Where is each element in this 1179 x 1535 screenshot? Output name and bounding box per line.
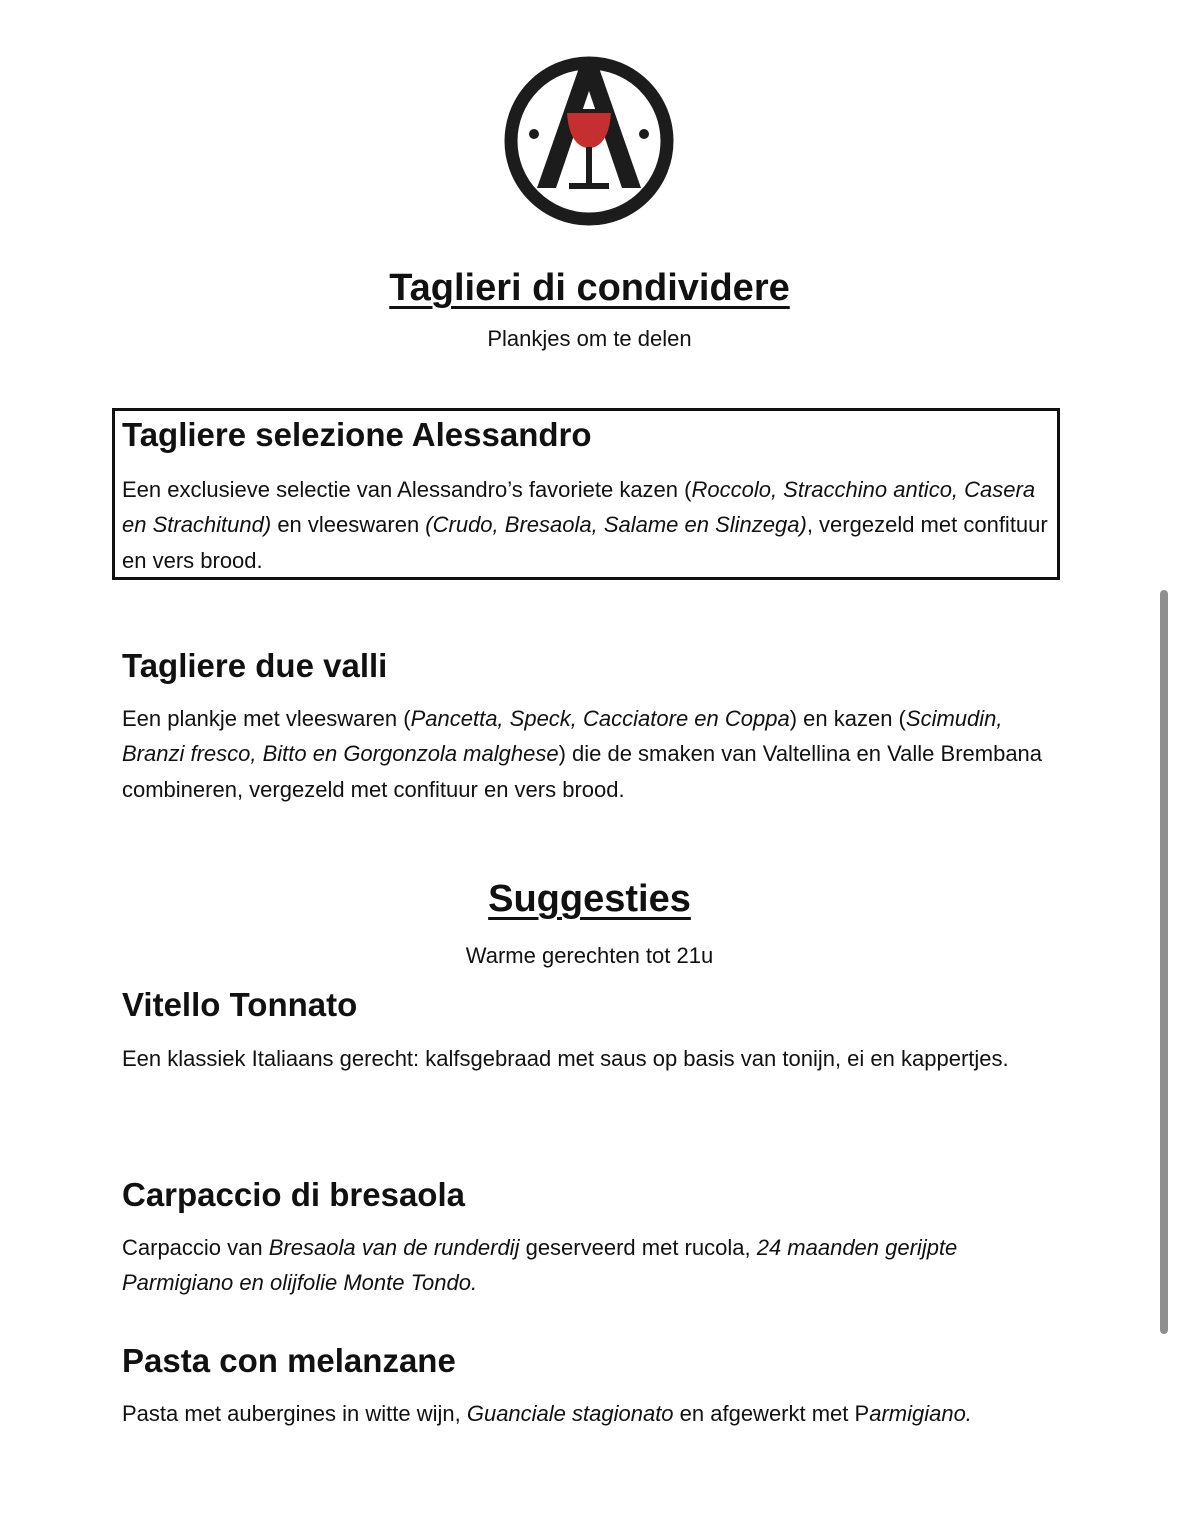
menu-item-name: Pasta con melanzane	[122, 1342, 456, 1379]
italic-text-run: Roccolo, Stracchino antico, Casera en Strachitund)	[122, 476, 1036, 538]
text-run: geserveerd met rucola,	[519, 1234, 757, 1260]
menu-item-description	[122, 1230, 1052, 1301]
italic-text-run: Pancetta, Speck, Cacciatore en Coppa	[410, 705, 790, 731]
menu-item-name: Tagliere selezione Alessandro	[122, 416, 592, 453]
text-run: , vergezeld met confituur en vers brood.	[122, 512, 1048, 573]
text-run: en afgewerkt met P	[673, 1400, 870, 1426]
italic-text-run: (Crudo, Bresaola, Salame en Slinzega)	[425, 512, 807, 538]
menu-item-description	[122, 472, 1052, 579]
vertical-scrollbar[interactable]	[1160, 590, 1168, 1334]
text-run: en vleeswaren	[271, 512, 426, 538]
italic-text-run: Guanciale stagionato	[466, 1400, 674, 1426]
text-run: ) die de smaken van Valtellina en Valle Brembana combineren, vergezeld met confituur en vers brood.	[122, 741, 1043, 802]
menu-item-description	[122, 701, 1052, 808]
text-run: ) en kazen (	[789, 705, 906, 731]
menu-item-description	[122, 1396, 1052, 1432]
section-subtitle-sharing: Plankjes om te delen	[487, 326, 692, 351]
section-subtitle-suggestions: Warme gerechten tot 21u	[465, 943, 714, 968]
text-run: Een klassiek Italiaans gerecht: kalfsgebraad met saus op basis van tonijn, ei en kappertjes.	[122, 1045, 1009, 1071]
text-run: Een plankje met vleeswaren (	[122, 705, 411, 731]
menu-item	[122, 646, 1052, 807]
italic-text-run: Scimudin, Branzi fresco, Bitto en Gorgonzola malghese	[122, 705, 1003, 767]
menu-item-name: Tagliere due valli	[122, 647, 388, 684]
menu-item-name: Vitello Tonnato	[122, 986, 358, 1023]
menu-item	[122, 985, 1052, 1076]
section-title-suggestions: Suggesties	[488, 878, 691, 920]
menu-item	[122, 415, 1052, 578]
text-run: Pasta met aubergines in witte wijn,	[122, 1400, 467, 1426]
text-run: Carpaccio van	[122, 1234, 269, 1260]
menu-item	[122, 1341, 1052, 1431]
italic-text-run: Bresaola van de runderdij	[268, 1234, 520, 1260]
text-run: Een exclusieve selectie van Alessandro’s favoriete kazen (	[122, 476, 692, 502]
menu-item	[122, 1175, 1052, 1301]
italic-text-run: 24 maanden gerijpte Parmigiano en olijfolie Monte Tondo.	[122, 1234, 958, 1296]
italic-text-run: armigiano.	[869, 1400, 972, 1426]
menu-item-name: Carpaccio di bresaola	[122, 1176, 465, 1213]
menu-item-description	[122, 1041, 1052, 1077]
wine-glass-logo-icon	[501, 55, 677, 227]
section-title-sharing: Taglieri di condividere	[389, 267, 790, 309]
